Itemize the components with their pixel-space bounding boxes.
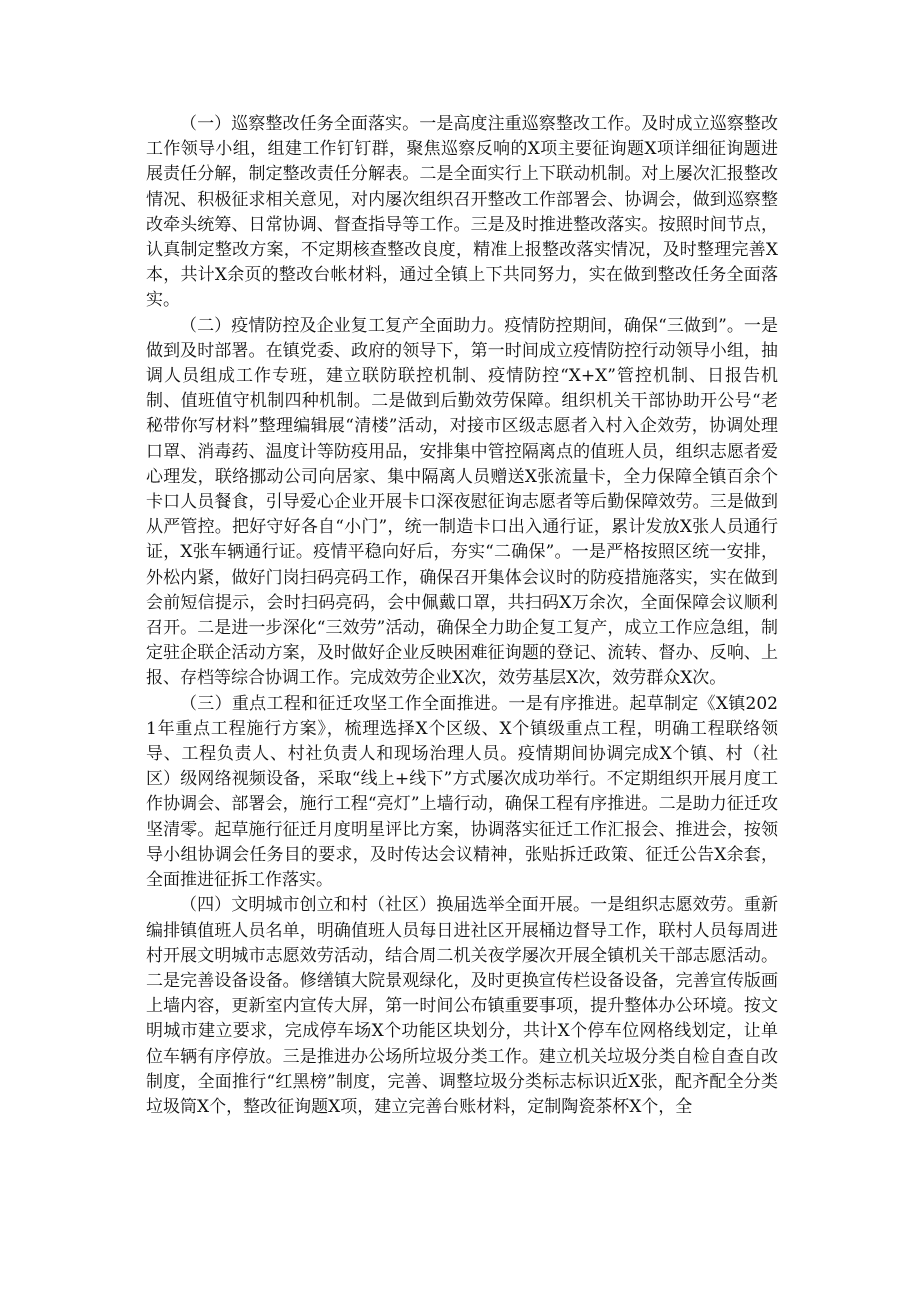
document-body <box>146 112 778 1120</box>
paragraph-civilized-city: （四）文明城市创立和村（社区）换届选举全面开展。一是组织志愿效劳。重新编排镇值班人员名单，明确值班人员每日进社区开展桶边督导工作，联村人员每周进村开展文明城市志愿效劳活动，结合周二机关夜学屡次开展全镇机关干部志愿活动。二是完善设备设备。修缮镇大院景观绿化，及时更换宣传栏设备设备，完善宣传版画上墙内容，更新室内宣传大屏，第一时间公布镇重要事项，提升整体办公环境。按文明城市建立要求，完成停车场X个功能区块划分，共计X个停车位网格线划定，让单位车辆有序停放。三是推进办公场所垃圾分类工作。建立机关垃圾分类自检自查自改制度，全面推行“红黑榜”制度，完善、调整垃圾分类标志标识近X张，配齐配全分类垃圾筒X个，整改征询题X项，建立完善台账材料，定制陶瓷茶杯X个，全 <box>146 895 778 1117</box>
paragraph-inspection-rectification: （一）巡察整改任务全面落实。一是高度注重巡察整改工作。及时成立巡察整改工作领导小组，组建工作钉钉群，聚焦巡察反响的X项主要征询题X项详细征询题进展责任分解，制定整改责任分解表。二是全面实行上下联动机制。对上屡次汇报整改情况、积极征求相关意见，对内屡次组织召开整改工作部署会、协调会，做到巡察整改牵头统筹、日常协调、督查指导等工作。三是及时推进整改落实。按照时间节点，认真制定整改方案，不定期核查整改良度，精准上报整改落实情况，及时整理完善X本，共计X余页的整改台帐材料，通过全镇上下共同努力，实在做到整改任务全面落实。 <box>146 114 778 311</box>
paragraph-key-projects: （三）重点工程和征迁攻坚工作全面推进。一是有序推进。起草制定《X镇2021年重点工程施行方案》，梳理选择X个区级、X个镇级重点工程，明确工程联络领导、工程负责人、村社负责人和现场治理人员。疫情期间协调完成X个镇、村（社区）级网络视频设备，采取“线上+线下”方式屡次成功举行。不定期组织开展月度工作协调会、部署会，施行工程“亮灯”上墙行动，确保工程有序推进。二是助力征迁攻坚清零。起草施行征迁月度明星评比方案，协调落实征迁工作汇报会、推进会，按领导小组协调会任务目的要求，及时传达会议精神，张贴拆迁政策、征迁公告X余套，全面推进征拆工作落实。 <box>146 693 778 891</box>
paragraph-epidemic-prevention: （二）疫情防控及企业复工复产全面助力。疫情防控期间，确保“三做到”。一是做到及时部署。在镇党委、政府的领导下，第一时间成立疫情防控行动领导小组，抽调人员组成工作专班，建立联防联控机制、疫情防控“X+X”管控机制、日报告机制、值班值守机制四种机制。二是做到后勤效劳保障。组织机关干部协助开公号“老秘带你写材料”整理编辑展“清楼”活动，对接市区级志愿者入村入企效劳，协调处理口罩、消毒药、温度计等防疫用品，安排集中管控隔离点的值班人员，组织志愿者爱心理发，联络挪动公司向居家、集中隔离人员赠送X张流量卡，全力保障全镇百余个卡口人员餐食，引导爱心企业开展卡口深夜慰征询志愿者等后勤保障效劳。三是做到从严管控。把好守好各自“小门”，统一制造卡口出入通行证，累计发放X张人员通行证，X张车辆通行证。疫情平稳向好后，夯实“二确保”。一是严格按照区统一安排，外松内紧，做好门岗扫码亮码工作，确保召开集体会议时的防疫措施落实，实在做到会前短信提示，会时扫码亮码，会中佩戴口罩，共扫码X万余次，全面保障会议顺利召开。二是进一步深化“三效劳”活动，确保全力助企复工复产，成立工作应急组，制定驻企联企活动方案，及时做好企业反映困难征询题的登记、流转、督办、反响、上报、存档等综合协调工作。完成效劳企业X次，效劳基层X次，效劳群众X次。 <box>146 315 778 689</box>
